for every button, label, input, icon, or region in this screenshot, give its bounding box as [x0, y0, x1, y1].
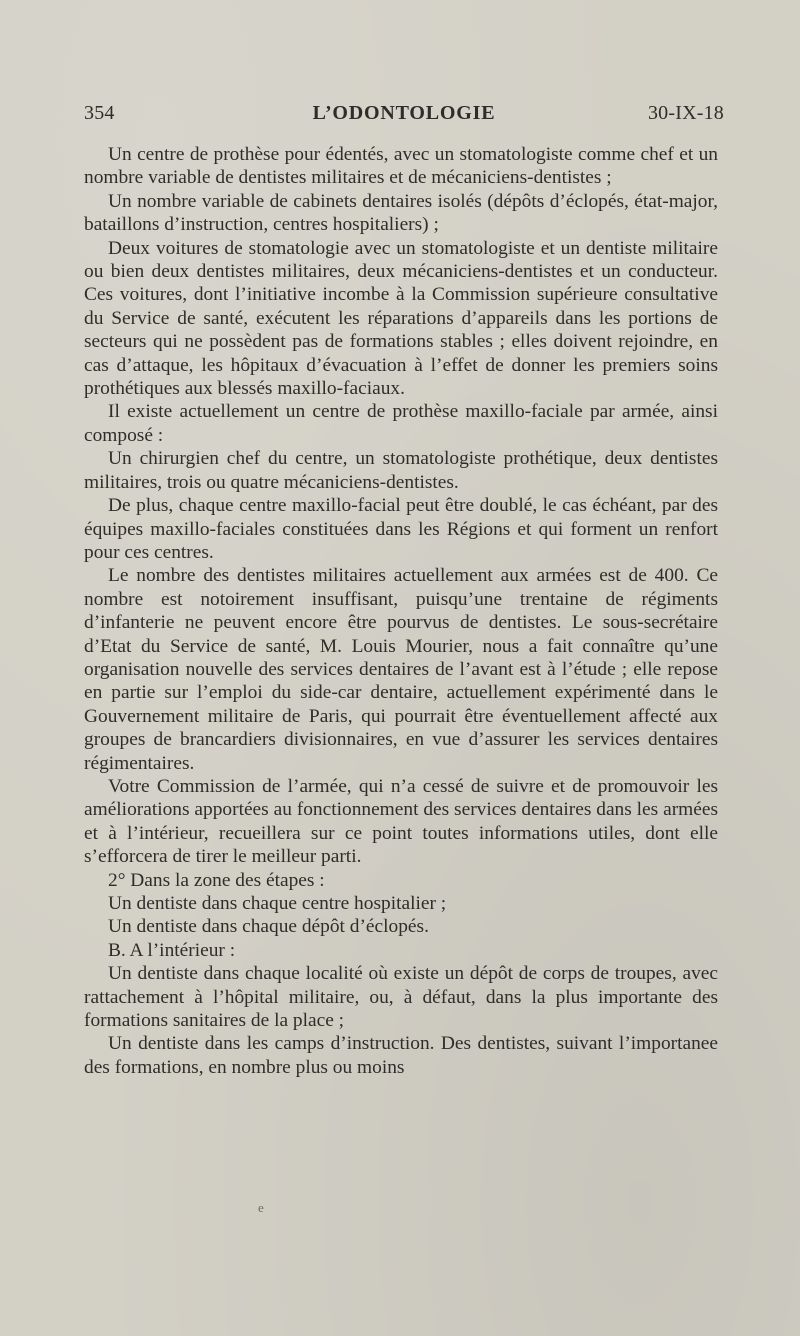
- paragraph: Un dentiste dans chaque centre hospitalier ;: [108, 893, 447, 914]
- paragraph: Il existe actuellement un centre de prothèse maxillo-faciale par armée, ainsi composé :: [84, 401, 718, 446]
- paragraph: Le nombre des dentistes militaires actuellement aux armées est de 400. Ce nombre est notoirement insuffisant, puisqu’une trentaine de régiments d’infanterie ne peuvent encore être pourvus de dentistes. Le sous-secrétaire d’Etat du Service de santé, M. Louis Mourier, nous a fait connaître qu’une organisation nouvelle des services dentaires de l’avant est à l’étude ; elle repose en partie sur l’emploi du side-car dentaire, actuellement expérimenté dans le Gouvernement militaire de Paris, qui pourrait être éventuellement affecté aux groupes de brancardiers divisionnaires, en vue d’assurer les services dentaires régimentaires.: [84, 565, 718, 774]
- paragraph: Un centre de prothèse pour édentés, avec un stomatologiste comme chef et un nombre variable de dentistes militaires et de mécaniciens-dentistes ;: [84, 144, 718, 189]
- paragraph: Votre Commission de l’armée, qui n’a cessé de suivre et de promouvoir les améliorations apportées au fonctionnement des services dentaires dans les armées et à l’intérieur, recueillera sur ce point toutes informations utiles, dont elle s’efforcera de tirer le meilleur parti.: [84, 775, 718, 868]
- paragraph: Un nombre variable de cabinets dentaires isolés (dépôts d’éclopés, état-major, bataillons d’instruction, centres hospitaliers) ;: [84, 190, 718, 236]
- paragraph: 2° Dans la zone des étapes :: [108, 869, 325, 891]
- paragraph: Un dentiste dans chaque localité où existe un dépôt de corps de troupes, avec rattachement à l’hôpital militaire, ou, à défaut, dans la plus importante des formations sanitaires de la place ;: [84, 963, 718, 1032]
- body-text: [84, 143, 718, 1079]
- paragraph: Un dentiste dans les camps d’instruction. Des dentistes, suivant l’importanee des formations, en nombre plus ou moins: [84, 1033, 718, 1078]
- page-number: 354: [84, 102, 115, 124]
- paragraph: Un dentiste dans chaque dépôt d’éclopés.: [108, 916, 429, 938]
- paragraph: Deux voitures de stomatologie avec un stomatologiste et un dentiste militaire ou bien deux dentistes militaires, deux mécaniciens-dentistes et un conducteur. Ces voitures, dont l’initiative incombe à la Commission supérieure consultative du Service de santé, exécutent les réparations d’appareils dans les portions de secteurs qui ne possèdent pas de formations stables ; elles doivent rejoindre, en cas d’attaque, les hôpitaux d’évacuation à l’effet de donner les premiers soins prothétiques aux blessés maxillo-faciaux.: [84, 237, 718, 400]
- footer-mark: e: [258, 1200, 264, 1215]
- paragraph: Un chirurgien chef du centre, un stomatologiste prothétique, deux dentistes militaires, trois ou quatre mécaniciens-dentistes.: [84, 448, 718, 493]
- page-header: [84, 102, 724, 130]
- paragraph: De plus, chaque centre maxillo-facial peut être doublé, le cas échéant, par des équipes maxillo-faciales constituées dans les Régions et qui forment un renfort pour ces centres.: [84, 495, 718, 563]
- paragraph: B. A l’intérieur :: [108, 939, 236, 961]
- issue-date: 30-IX-18: [647, 102, 724, 124]
- running-title: L’ODONTOLOGIE: [312, 102, 496, 124]
